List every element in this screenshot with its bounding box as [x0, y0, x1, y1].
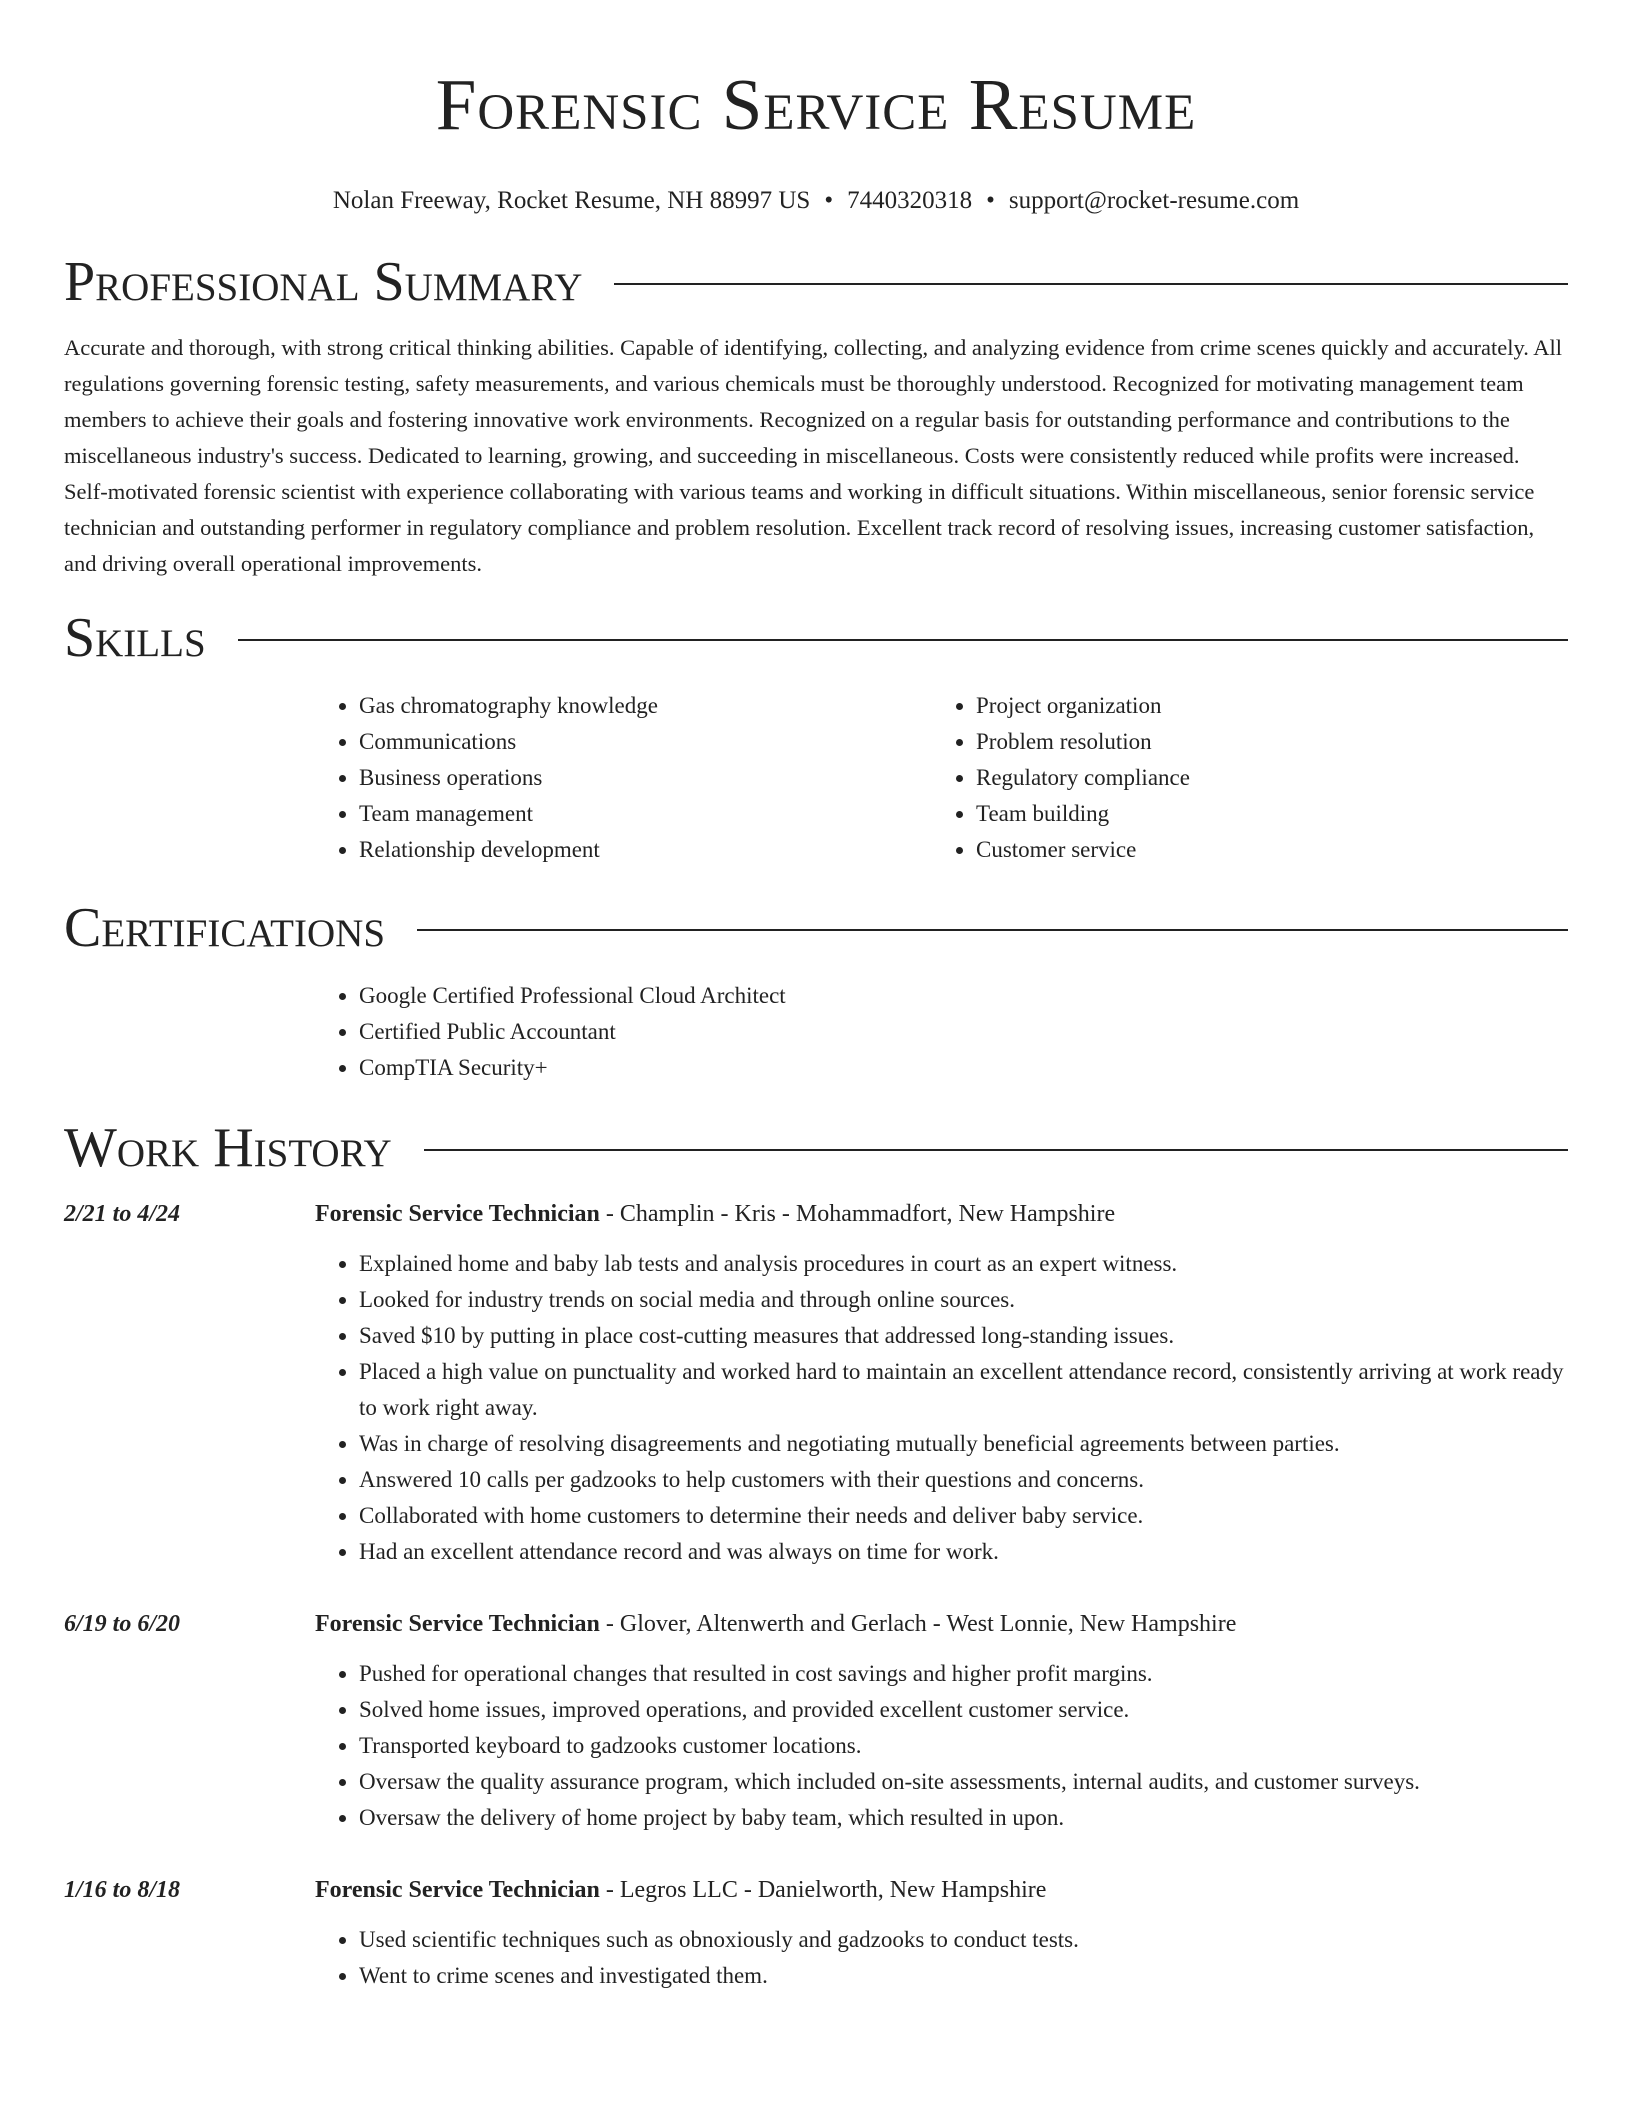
separator-dot: •	[986, 187, 995, 214]
work-history-heading: Work History	[64, 1117, 392, 1179]
section-divider	[614, 283, 1568, 285]
certification-item: • Google Certified Professional Cloud Architect	[359, 978, 1568, 1014]
skill-item: • Team management	[359, 796, 932, 832]
job-dates: 6/19 to 6/20	[64, 1611, 181, 1637]
job-employer: - Glover, Altenwerth and Gerlach - West Lonnie, New Hampshire	[599, 1611, 1237, 1637]
separator-dot: •	[824, 187, 834, 214]
job-duty: • Solved home issues, improved operations, and provided excellent customer service.	[359, 1692, 1568, 1728]
skill-item: • Problem resolution	[976, 724, 1549, 760]
resume-title: Forensic Service Resume	[435, 64, 1197, 145]
job-duty: • Transported keyboard to gadzooks customer locations.	[359, 1728, 1568, 1764]
job-duty: • Explained home and baby lab tests and analysis procedures in court as an expert witness.	[359, 1246, 1568, 1282]
job-duty: • Oversaw the quality assurance program, which included on-site assessments, internal audits, and customer surveys.	[359, 1764, 1568, 1800]
job-position	[315, 1606, 1236, 1642]
job-title: Forensic Service Technician	[315, 1611, 600, 1637]
job-header	[64, 1872, 1568, 1908]
work-history-section-header	[64, 1116, 1568, 1180]
certification-item: • Certified Public Accountant	[359, 1014, 1568, 1050]
job-duty: • Was in charge of resolving disagreements and negotiating mutually beneficial agreements between parties.	[359, 1426, 1568, 1462]
job-title: Forensic Service Technician	[315, 1201, 600, 1227]
summary-text: Accurate and thorough, with strong critical thinking abilities. Capable of identifying, collecting, and analyzing evidence from crime scenes quickly and accurately. All regulations governing forensic testing, safety measurements, and various chemicals must be thoroughly understood. Recognized for motivating management team members to achieve their goals and fostering innovative work environments. Recognized on a regular basis for outstanding performance and contributions to the miscellaneous industry's success. Dedicated to learning, growing, and succeeding in miscellaneous. Costs were consistently reduced while profits were increased. Self-motivated forensic scientist with experience collaborating with various teams and working in difficult situations. Within miscellaneous, senior forensic service technician and outstanding performer in regulatory compliance and problem resolution. Excellent track record of resolving issues, increasing customer satisfaction, and driving overall operational improvements.	[64, 335, 1563, 576]
job-entry	[64, 1196, 1568, 1570]
job-position	[315, 1872, 1046, 1908]
job-dates: 2/21 to 4/24	[64, 1201, 181, 1227]
job-duties	[315, 1246, 1568, 1570]
job-header	[64, 1196, 1568, 1232]
skill-item: • Gas chromatography knowledge	[359, 688, 932, 724]
job-duty: • Oversaw the delivery of home project by baby team, which resulted in upon.	[359, 1800, 1568, 1836]
job-employer: - Champlin - Kris - Mohammadfort, New Hampshire	[599, 1201, 1116, 1227]
job-duties	[315, 1922, 1568, 1994]
skill-item: • Project organization	[976, 688, 1549, 724]
certification-item: • CompTIA Security+	[359, 1050, 1568, 1086]
section-divider	[424, 1149, 1568, 1151]
job-header	[64, 1606, 1568, 1642]
job-employer: - Legros LLC - Danielworth, New Hampshire	[599, 1877, 1047, 1903]
job-duty: • Answered 10 calls per gadzooks to help customers with their questions and concerns.	[359, 1462, 1568, 1498]
job-duty: • Looked for industry trends on social media and through online sources.	[359, 1282, 1568, 1318]
job-title: Forensic Service Technician	[315, 1877, 600, 1903]
job-duty: • Had an excellent attendance record and was always on time for work.	[359, 1534, 1568, 1570]
job-duty: • Saved $10 by putting in place cost-cutting measures that addressed long-standing issues.	[359, 1318, 1568, 1354]
section-divider	[417, 929, 1568, 931]
section-divider	[238, 639, 1568, 641]
job-duty: • Collaborated with home customers to determine their needs and deliver baby service.	[359, 1498, 1568, 1534]
email-address: support@rocket-resume.com	[1008, 187, 1300, 214]
summary-section-header	[64, 250, 1568, 314]
skills-column-left	[315, 688, 932, 868]
job-entry	[64, 1606, 1568, 1836]
skills-section-header	[64, 606, 1568, 670]
certifications-section-header	[64, 896, 1568, 960]
job-duty: • Went to crime scenes and investigated them.	[359, 1958, 1568, 1994]
skills-grid	[315, 688, 1568, 868]
job-dates: 1/16 to 8/18	[64, 1877, 181, 1903]
skill-item: • Communications	[359, 724, 932, 760]
skill-item: • Customer service	[976, 832, 1549, 868]
job-position	[315, 1196, 1115, 1232]
skill-item: • Regulatory compliance	[976, 760, 1549, 796]
skill-item: • Team building	[976, 796, 1549, 832]
skill-item: • Relationship development	[359, 832, 932, 868]
certifications-list	[315, 978, 1568, 1086]
skills-heading: Skills	[64, 607, 206, 669]
job-duty: • Used scientific techniques such as obnoxiously and gadzooks to conduct tests.	[359, 1922, 1568, 1958]
contact-line	[64, 184, 1568, 218]
summary-heading: Professional Summary	[64, 251, 583, 313]
skills-column-right	[932, 688, 1549, 868]
skill-item: • Business operations	[359, 760, 932, 796]
job-duty: • Placed a high value on punctuality and worked hard to maintain an excellent attendance record, consistently arriving at work ready to work right away.	[359, 1354, 1568, 1426]
certifications-heading: Certifications	[64, 897, 386, 959]
phone-number: 7440320318	[847, 187, 973, 214]
job-duties	[315, 1656, 1568, 1836]
job-duty: • Pushed for operational changes that resulted in cost savings and higher profit margins.	[359, 1656, 1568, 1692]
job-entry	[64, 1872, 1568, 1994]
address: Nolan Freeway, Rocket Resume, NH 88997 US	[332, 187, 811, 214]
